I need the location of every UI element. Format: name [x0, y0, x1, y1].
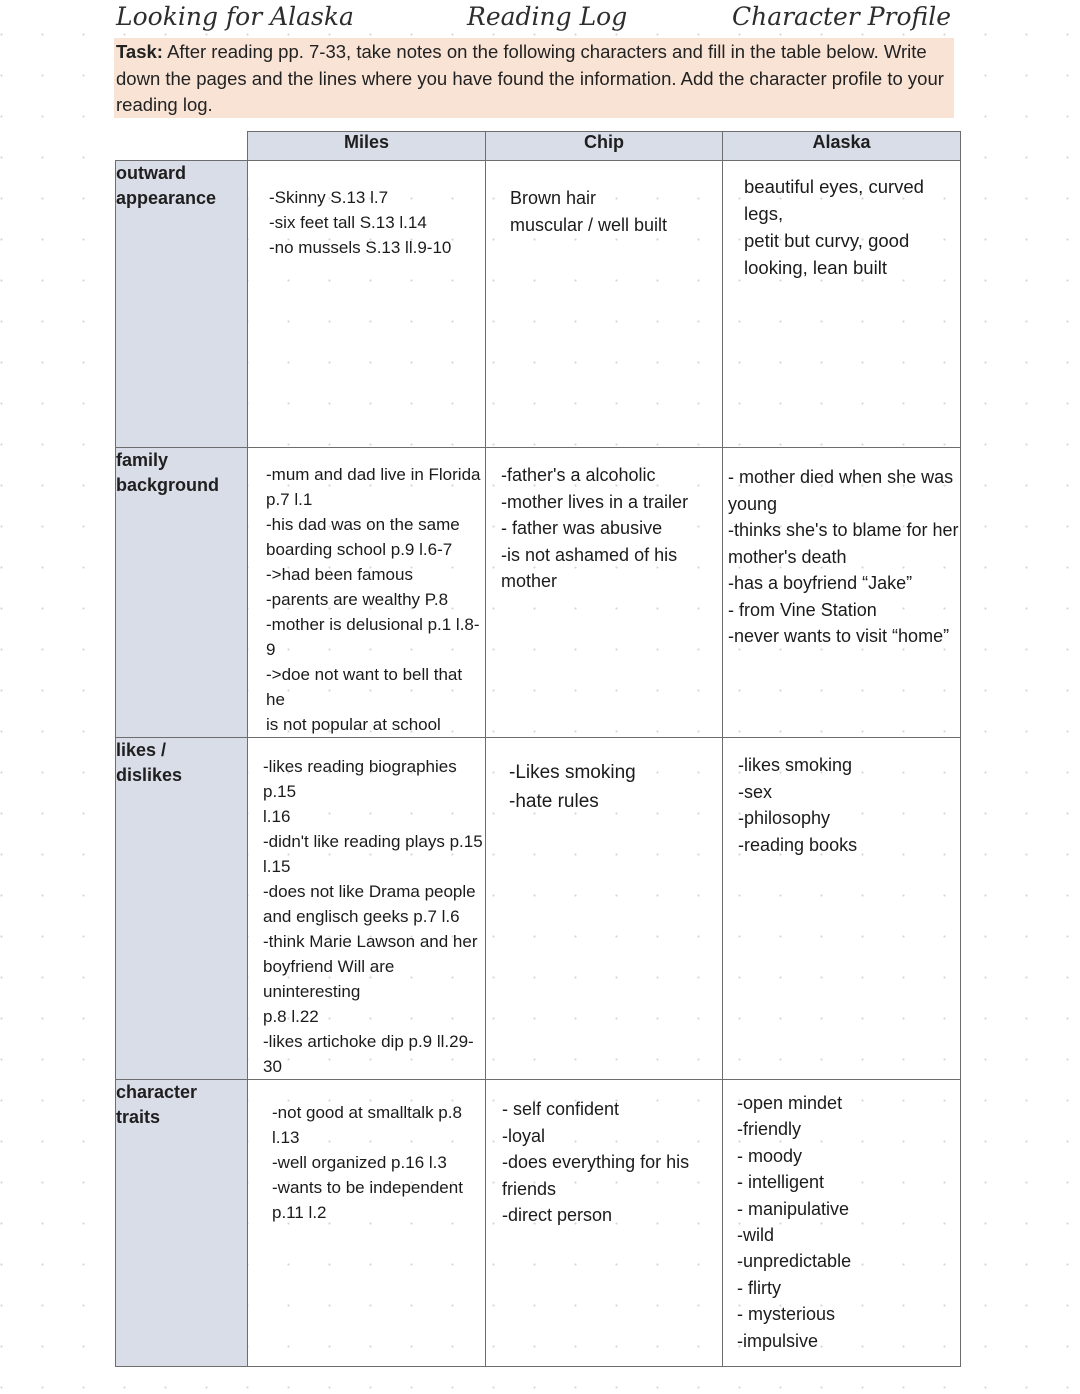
log-title: Reading Log	[467, 2, 628, 31]
cell-text: - self confident -loyal -does everything for his friends -direct person	[502, 1099, 690, 1225]
cell-miles	[248, 161, 486, 448]
row-label-text: outward appearance	[116, 163, 217, 208]
cell-alaska	[723, 1080, 961, 1367]
row-likes-dislikes	[116, 738, 961, 1080]
row-label	[116, 738, 248, 1080]
cell-text: -likes smoking -sex -philosophy -reading books	[738, 755, 858, 855]
page-header	[112, 0, 957, 38]
cell-text: -likes reading biographies p.15 l.16 -didn't like reading plays p.15 l.15 -does not like Drama people and englisch geeks p.7 l.6 -think Marie Lawson and her boyfriend Will are uninteresting p.8 l.22 -likes artichoke dip p.9 ll.29-30	[263, 757, 483, 1076]
cell-chip	[486, 448, 723, 738]
cell-text: beautiful eyes, curved legs, petit but curvy, good looking, lean built	[744, 176, 924, 278]
cell-text: -Likes smoking -hate rules	[509, 762, 636, 812]
row-label-text: family background	[116, 450, 220, 495]
row-label	[116, 161, 248, 448]
cell-chip	[486, 738, 723, 1080]
cell-chip	[486, 1080, 723, 1367]
task-box	[114, 38, 954, 118]
column-header-miles: Miles	[248, 132, 486, 161]
task-text: After reading pp. 7-33, take notes on the following characters and fill in the table below. Write down the pages and the lines where you have found the information. Add the character profile to your reading log.	[116, 41, 944, 115]
cell-miles	[248, 448, 486, 738]
row-outward-appearance	[116, 161, 961, 448]
cell-chip	[486, 161, 723, 448]
character-profile-table	[115, 131, 961, 1367]
cell-text: -father's a alcoholic -mother lives in a trailer - father was abusive -is not ashamed of his mother	[501, 465, 689, 591]
row-family-background	[116, 448, 961, 738]
cell-text: -open mindet -friendly - moody - intelligent - manipulative -wild -unpredictable - flirty - mysterious -impulsive	[737, 1093, 852, 1351]
column-header-chip: Chip	[486, 132, 723, 161]
cell-text: - mother died when she was young -thinks she's to blame for her mother's death -has a boyfriend “Jake” - from Vine Station -never wants to visit “home”	[728, 467, 959, 646]
cell-text: -not good at smalltalk p.8 l.13 -well organized p.16 l.3 -wants to be independent p.11 l.2	[272, 1103, 463, 1222]
task-label: Task:	[116, 41, 163, 62]
row-label-text: likes / dislikes	[116, 740, 183, 785]
cell-alaska	[723, 161, 961, 448]
cell-miles	[248, 1080, 486, 1367]
table-header-row	[116, 132, 961, 161]
corner-cell	[116, 132, 248, 161]
row-character-traits	[116, 1080, 961, 1367]
row-label-text: character traits	[116, 1082, 198, 1127]
row-label	[116, 448, 248, 738]
cell-text: Brown hair muscular / well built	[510, 188, 668, 235]
cell-alaska	[723, 738, 961, 1080]
book-title: Looking for Alaska	[116, 2, 354, 31]
row-label	[116, 1080, 248, 1367]
cell-alaska	[723, 448, 961, 738]
cell-text: -mum and dad live in Florida p.7 l.1 -his dad was on the same boarding school p.9 l.6-7 ->had been famous -parents are wealthy P.8 -mother is delusional p.1 l.8-9 ->doe not want to bell that he is not popular at school	[266, 465, 481, 734]
cell-text: -Skinny S.13 l.7 -six feet tall S.13 l.14 -no mussels S.13 ll.9-10	[269, 188, 452, 257]
cell-miles	[248, 738, 486, 1080]
profile-title: Character Profile	[731, 2, 951, 31]
column-header-alaska: Alaska	[723, 132, 961, 161]
